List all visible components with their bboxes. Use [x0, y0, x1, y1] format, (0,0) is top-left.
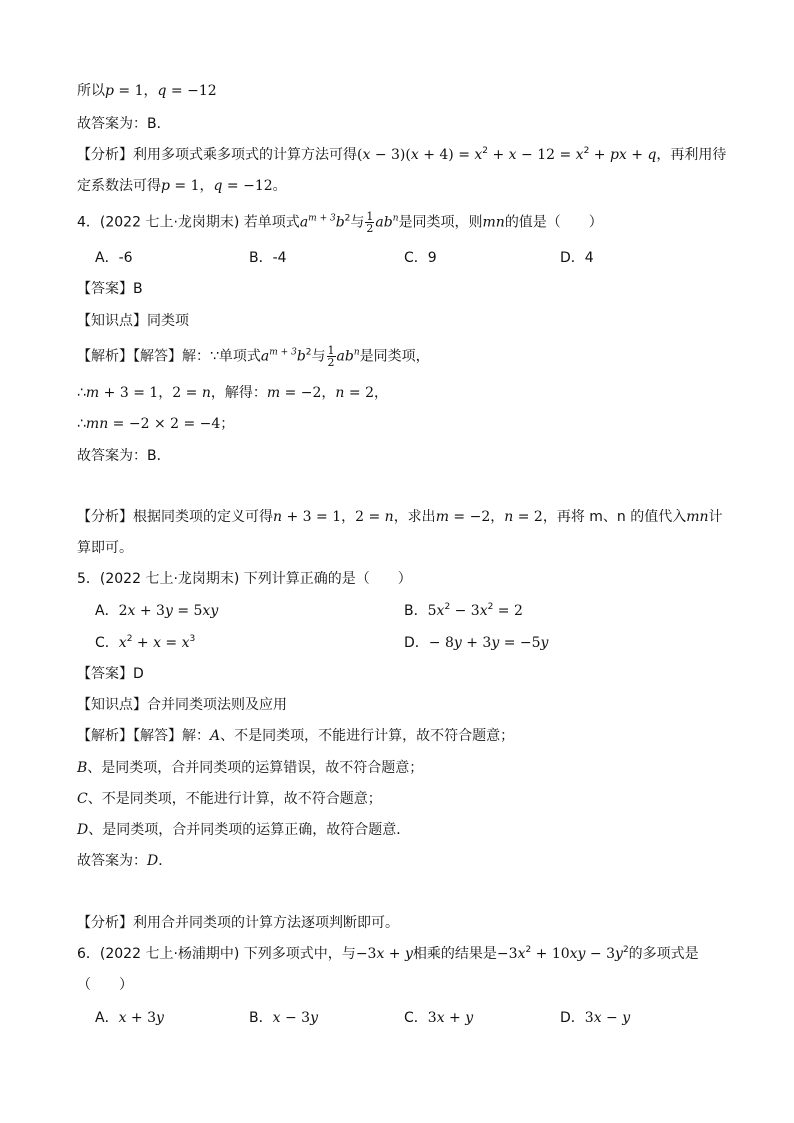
q6-stem-2: （ ） [77, 977, 133, 993]
q5-solution-1: 【解析】【解答】解：A、不是同类项，不能进行计算，故不符合题意； [77, 728, 515, 744]
q4-answer: 【答案】B [77, 281, 143, 297]
q4-stem: 4．(2022 七上·龙岗期末) 若单项式$a^{m + 3}b^2$与 $\frac{1}{2}$ $ab^n$是同类项，则mn的值是（ ） [77, 210, 603, 235]
q5-options-row1 [95, 601, 735, 621]
q4-analysis-1: 【分析】根据同类项的定义可得n + 3 = 1，2 = n，求出m = −2，n = 2，再将 m、n 的值代入mn计 [77, 509, 723, 525]
analysis-line-prev-1: 【分析】利用多项式乘多项式的计算方法可得$(x - 3)(x + 4) = x^2 + x - 12 = x^2$ + px + q，再利用待 [77, 146, 727, 163]
q6-stem-1: 6．(2022 七上·杨浦期中) 下列多项式中，与−3x + y相乘的结果是$-3x^2 + 10xy - 3y^2$的多项式是 [77, 945, 699, 962]
q4-knowledge-point: 【知识点】同类项 [77, 313, 189, 329]
q4-solution-3: ∴mn = −2 × 2 = −4； [77, 416, 235, 432]
q6-option-a[interactable]: A．x + 3y [95, 1010, 164, 1026]
q4-option-b[interactable]: B．-4 [249, 250, 287, 266]
q5-knowledge-point: 【知识点】合并同类项法则及应用 [77, 697, 287, 713]
q5-options-row2 [95, 633, 735, 653]
q5-option-a[interactable]: A．2x + 3y = 5xy [95, 603, 219, 619]
q5-answer: 【答案】D [77, 666, 144, 682]
q6-option-c[interactable]: C．3x + y [404, 1010, 474, 1026]
answer-line-prev: 故答案为：B． [77, 116, 171, 132]
q4-solution-1: 【解析】【解答】解：∵单项式$a^{m + 3}b^2$与 $\frac{1}{2}$ $ab^n$是同类项， [77, 344, 430, 369]
q4-option-a[interactable]: A．-6 [95, 250, 133, 266]
analysis-line-prev-2: 定系数法可得p = 1，q = −12。 [77, 178, 287, 194]
q5-stem: 5．(2022 七上·龙岗期末) 下列计算正确的是（ ） [77, 571, 412, 587]
q4-option-d[interactable]: D．4 [560, 250, 594, 266]
q4-options [95, 248, 735, 268]
q6-option-d[interactable]: D．3x − y [560, 1010, 631, 1026]
q4-solution-4: 故答案为：B． [77, 448, 171, 464]
q4-option-c[interactable]: C．9 [404, 250, 437, 266]
q5-solution-2: B、是同类项，合并同类项的运算错误，故不符合题意； [77, 760, 424, 776]
q5-analysis: 【分析】利用合并同类项的计算方法逐项判断即可。 [77, 915, 399, 931]
q5-option-c[interactable]: C．$x^2 + x = x^3$ [95, 634, 196, 651]
q5-option-d[interactable]: D．− 8y + 3y = −5y [404, 635, 549, 651]
q4-analysis-2: 算即可。 [77, 540, 133, 556]
q5-solution-3: C、不是同类项，不能进行计算，故不符合题意； [77, 791, 382, 807]
q5-solution-4: D、是同类项，合并同类项的运算正确，故符合题意． [77, 822, 411, 838]
q5-solution-5: 故答案为：D． [77, 853, 173, 869]
q5-option-b[interactable]: B．$5x^2 - 3x^2 = 2$ [404, 602, 523, 619]
q4-solution-2: ∴m + 3 = 1，2 = n，解得：m = −2，n = 2， [77, 385, 388, 401]
q6-option-b[interactable]: B．x − 3y [249, 1010, 318, 1026]
q6-options [95, 1008, 735, 1028]
so-p-q-line: 所以p = 1，q = −12 [77, 83, 217, 99]
